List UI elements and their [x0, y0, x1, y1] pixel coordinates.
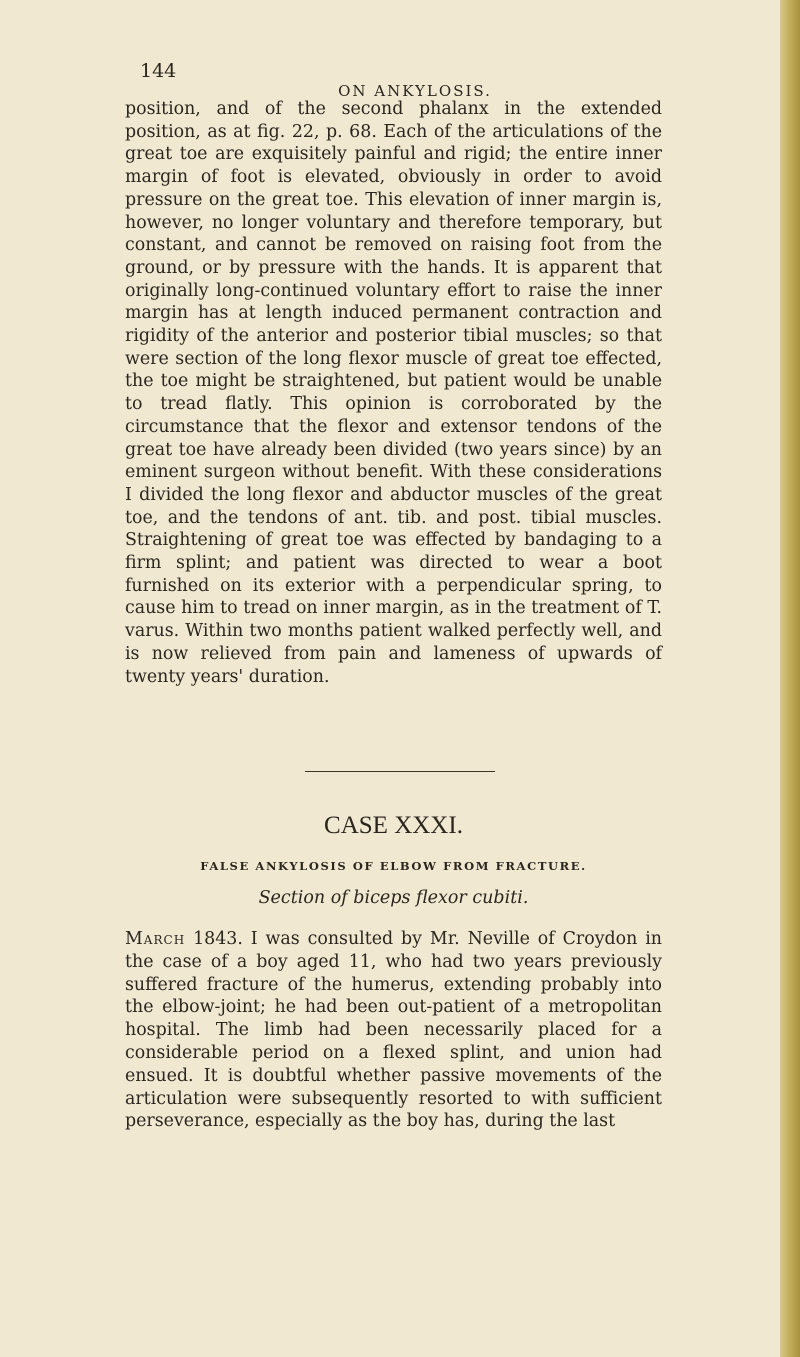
- body-paragraph: position, and of the second phalanx in the extended position, as at fig. 22, p. 68. Each of the articulations of the great toe are exquisitely painful and rigid; the entire inner margin of foot is elevated, obviously in order to avoid pressure on the great toe. This elevation of inner margin is, however, no longer voluntary and therefore temporary, but constant, and cannot be removed on raising foot from the ground, or by pressure with the hands. It is apparent that originally long-continued voluntary effort to raise the inner margin has at length induced permanent contraction and rigidity of the anterior and posterior tibial muscles; so that were section of the long flexor muscle of great toe effected, the toe might be straightened, but patient would be unable to tread flatly. This opinion is corroborated by the circumstance that the flexor and extensor tendons of the great toe have already been divided (two years since) by an eminent surgeon without benefit. With these considerations I divided the long flexor and abductor muscles of the great toe, and the tendons of ant. tib. and post. tibial muscles. Straightening of great toe was effected by bandaging to a firm splint; and patient was directed to wear a boot furnished on its exterior with a perpendicular spring, to cause him to tread on inner margin, as in the treatment of T. varus. Within two months patient walked perfectly well, and is now relieved from pain and lameness of upwards of twenty years' duration.: [125, 99, 662, 687]
- case-paragraph: [125, 928, 662, 1133]
- case-section-heading: Section of biceps flexor cubiti.: [258, 888, 529, 908]
- page-number: 144: [140, 60, 177, 82]
- section-divider: [305, 771, 495, 772]
- case-paragraph-text: 1843. I was consulted by Mr. Neville of Croydon in the case of a boy aged 11, who had two years previously suffered fracture of the humerus, extending probably into the elbow-joint; he had been out-patient of a metropolitan hospital. The limb had been necessarily placed for a considerable period on a flexed splint, and union had ensued. It is doubtful whether passive movements of the articulation were subsequently resorted to with sufficient perseverance, especially as the boy has, during the last: [125, 929, 662, 1132]
- case-date-lead: March: [125, 929, 186, 949]
- case-heading: CASE XXXI.: [324, 812, 463, 839]
- page-header: [140, 60, 660, 100]
- page-edge: [780, 0, 800, 1357]
- running-head: ON ANKYLOSIS.: [338, 82, 492, 100]
- case-subtitle: FALSE ANKYLOSIS OF ELBOW FROM FRACTURE.: [200, 859, 587, 873]
